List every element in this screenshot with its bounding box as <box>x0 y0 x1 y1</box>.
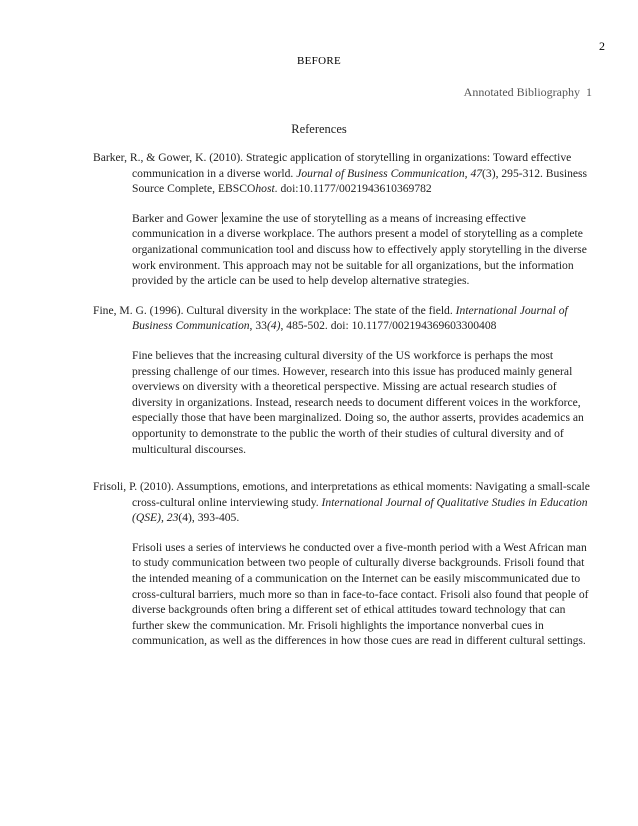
citation-issue: (4) <box>266 319 281 333</box>
annotation: Frisoli uses a series of interviews he conducted over a five-month period with a West African man to study communication between two people of culturally diverse backgrounds. Frisoli found that the intended meaning of a communication on the Internet can be easily miscommunicated due to cross-cultural barriers, much more so than in face-to-face contact. Frisoli also found that people of diverse backgrounds often bring a different set of ethical attitudes toward technology that can further skew the communication. Mr. Frisoli highlights the importance nonverbal cues in communication, as well as the differences in how those cues are read in different cultural settings. <box>132 540 589 648</box>
bibliography-entry-frisoli <box>93 479 593 649</box>
journal-title: International Journal of Qualitative Studies in Education (QSE), 23 <box>132 495 588 525</box>
citation <box>93 150 593 197</box>
annotation: Fine believes that the increasing cultural diversity of the US workforce is perhaps the most pressing challenge of our times. However, research into this issue has produced mainly general overviews on diversity with a theoretical perspective. Missing are actual research studies of diversity in organizations. Instead, research needs to document different voices in the workforce, especially those that have been marginalized. Doing so, the author asserts, provides academics an opportunity to demonstrate to the public the worth of their studies of cultural diversity and of multicultural discourses. <box>132 348 584 456</box>
citation-text: Barker, R., & Gower, K. (2010). Strategic application of storytelling in organizations: Toward effective communication in a diverse world. <box>93 151 572 180</box>
database-host: host <box>255 182 275 196</box>
bibliography-entry-fine <box>93 303 593 457</box>
annotation-text: examine the use of storytelling as a means of increasing effective communication in a diverse workplace. The authors present a model of storytelling as a complete organizational communication tool and discuss how to effectively apply storytelling in the diverse work environment. This approach may not be suitable for all organizations, but the information provided by the article can be used to help develop alternative strategies. <box>132 211 587 288</box>
annotation <box>93 211 593 289</box>
running-head-title: Annotated Bibliography <box>463 85 580 99</box>
running-head <box>464 85 592 100</box>
citation-text: Fine, M. G. (1996). Cultural diversity in the workplace: The state of the field. <box>93 303 456 317</box>
citation <box>93 303 593 334</box>
citation-doi: , 485-502. doi: 10.1177/002194369603300408 <box>280 319 497 333</box>
bibliography-content <box>93 150 593 663</box>
bibliography-entry-barker <box>93 150 593 289</box>
page-number: 2 <box>599 39 605 53</box>
annotation-text: Barker and Gower <box>132 211 218 225</box>
journal-title: Journal of Business Communication, 47 <box>296 166 483 180</box>
citation-text: Frisoli, P. (2010). Assumptions, emotions, and interpretations as ethical moments: Navigating a small-scale cross-cultural online interviewing study. <box>93 480 590 509</box>
before-label: BEFORE <box>297 55 341 67</box>
citation-text: (4), 393-405. <box>178 511 240 525</box>
citation-doi: . doi:10.1177/0021943610369782 <box>274 182 432 196</box>
citation <box>93 479 593 526</box>
citation-text: (3), 295-312. Business Source Complete, EBSCO <box>132 166 588 196</box>
references-title: References <box>291 122 347 136</box>
text-cursor <box>222 212 223 224</box>
journal-title: International Journal of Business Communication <box>132 303 568 333</box>
running-head-page: 1 <box>586 85 592 99</box>
citation-text: , 33 <box>249 319 267 333</box>
